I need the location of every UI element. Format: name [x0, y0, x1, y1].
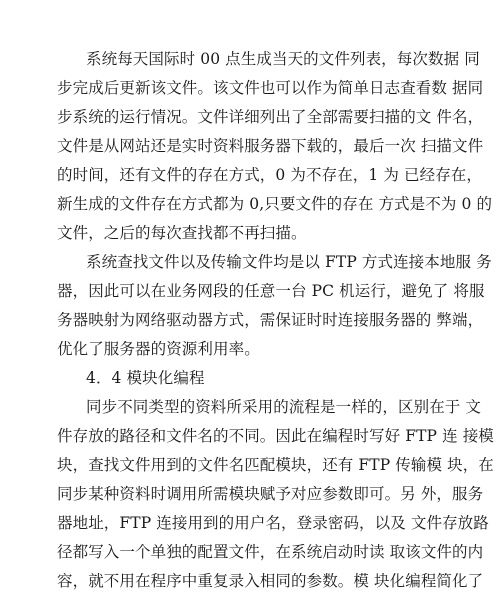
paragraph-1-line-3: 步系统的运行情况。文件详细列出了全部需要扫描的文 件名，	[57, 108, 484, 126]
paragraph-3-line-7: 容，就不用在程序中重复录入相同的参数。模 块化编程简化了	[57, 572, 484, 590]
paragraph-3-line-6: 径都写入一个单独的配置文件，在系统启动时读 取该文件的内	[57, 543, 484, 561]
paragraph-3-line-2: 件存放的路径和文件名的不同。因此在编程时写好 FTP 连 接模	[57, 427, 494, 445]
paragraph-3-line-3: 块，查找文件用到的文件名匹配模块，还有 FTP 传输模 块，在	[57, 456, 494, 474]
section-heading: 4．4 模块化编程	[86, 369, 205, 387]
paragraph-2-line-2: 器，因此可以在业务网段的任意一台 PC 机运行，避免了 将服	[57, 282, 485, 300]
paragraph-2-line-3: 务器映射为网络驱动器方式，需保证时时连接服务器的 弊端，	[57, 311, 484, 329]
paragraph-1-line-5: 的时间，还有文件的存在方式，0 为不存在，1 为 已经存在，	[57, 166, 483, 184]
paragraph-1-line-7: 文件，之后的每次查找都不再扫描。	[57, 224, 307, 242]
paragraph-1-line-4: 文件是从网站还是实时资料服务器下载的，最后一次 扫描文件	[57, 137, 484, 155]
paragraph-3-line-5: 器地址，FTP 连接用到的用户名，登录密码，以及 文件存放路	[57, 514, 489, 532]
paragraph-1-line-2: 步完成后更新该文件。该文件也可以作为简单日志查看数 据同	[57, 79, 484, 97]
paragraph-2-line-4: 优化了服务器的资源利用率。	[57, 340, 260, 358]
paragraph-3-line-1: 同步不同类型的资料所采用的流程是一样的，区别在于 文	[86, 398, 482, 416]
paragraph-2-line-1: 系统查找文件以及传输文件均是以 FTP 方式连接本地服 务	[86, 253, 492, 271]
paragraph-1-line-1: 系统每天国际时 00 点生成当天的文件列表，每次数据 同	[86, 50, 480, 68]
paragraph-3-line-4: 同步某种资料时调用所需模块赋予对应参数即可。另 外，服务	[57, 485, 484, 503]
paragraph-1-line-6: 新生成的文件存在方式都为 0,只要文件的存在 方式是不为 0 的	[57, 195, 493, 213]
